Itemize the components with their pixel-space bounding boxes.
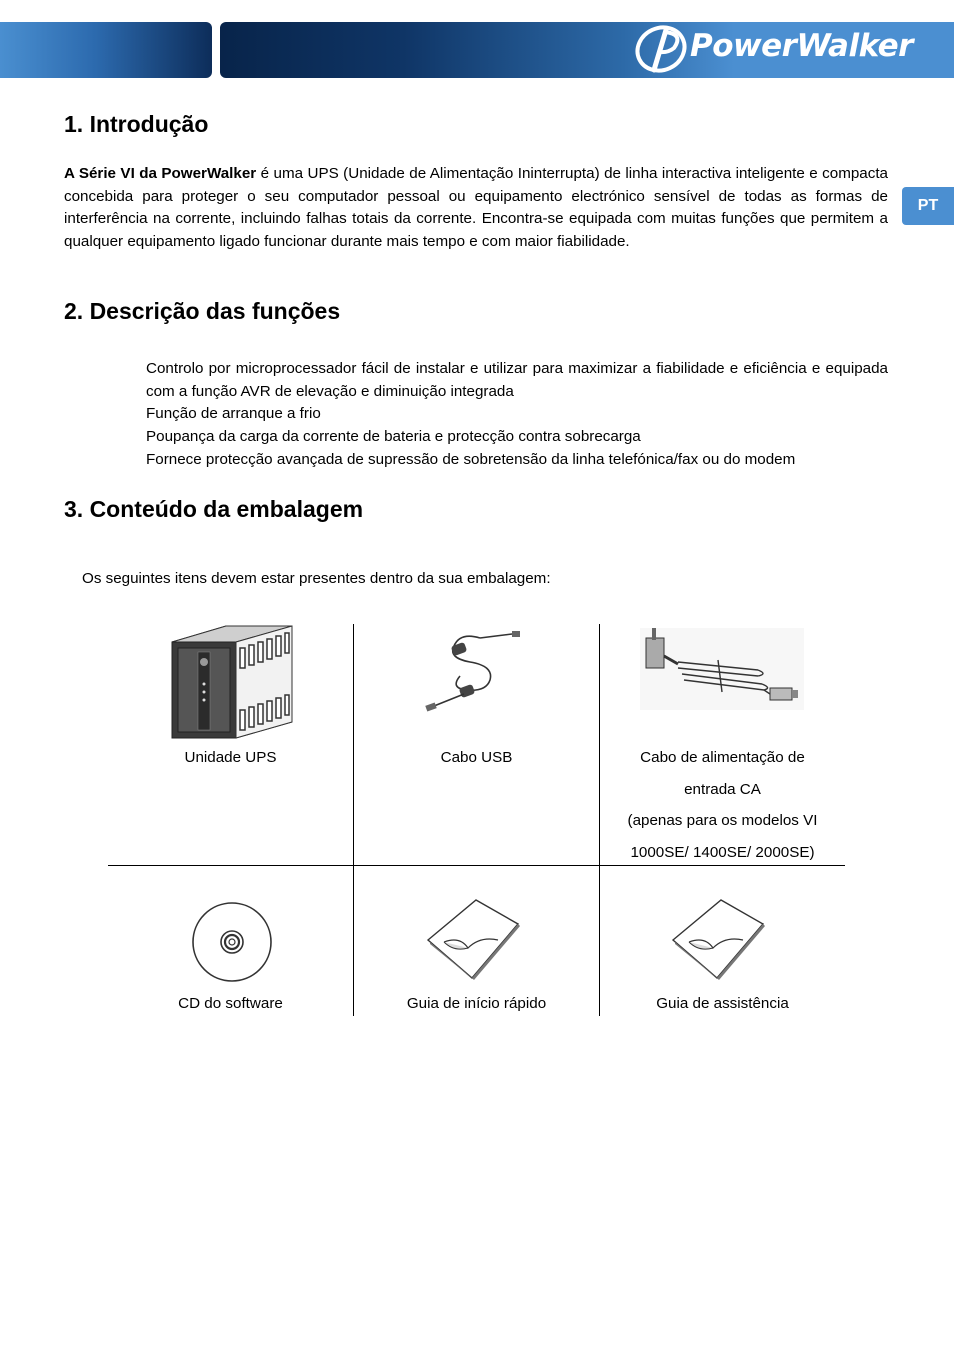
manual-icon bbox=[424, 896, 522, 982]
intro-bold-lead: A Série VI da PowerWalker bbox=[64, 165, 257, 182]
section-title-package: 3. Conteúdo da embalagem bbox=[64, 496, 364, 522]
brand-name: PowerWalker bbox=[690, 28, 913, 64]
section-title-intro: 1. Introdução bbox=[64, 111, 209, 137]
features-list bbox=[146, 358, 888, 472]
list-item: Fornece protecção avançada de supressão de sobretensão da linha telefónica/fax ou do modem bbox=[146, 450, 796, 468]
power-cable-icon bbox=[638, 626, 806, 712]
package-item-label bbox=[600, 742, 845, 869]
table-divider bbox=[353, 624, 354, 1016]
intro-text: é uma UPS (Unidade de Alimentação Ininterrupta) de linha interactiva inteligente e compacta concebida para proteger o seu computador pessoal ou equipamento electrónico sensível de todas as formas de interferência na corrente, incluindo falhas totais da corrente. Encontra-se equipada com muitas funções que permitem a qualquer equipamento ligado funcionar durante mais tempo e com maior fiabilidade. bbox=[64, 165, 888, 250]
ups-unit-icon bbox=[166, 622, 296, 740]
list-item: Controlo por microprocessador fácil de instalar e utilizar para maximizar a fiabilidade e eficiência e equipada com a função AVR de elevação e diminuição integrada bbox=[146, 360, 888, 400]
package-item-label: CD do software bbox=[178, 995, 283, 1012]
usb-cable-icon bbox=[420, 628, 524, 714]
header-banner-left bbox=[0, 22, 212, 78]
package-item-label: Cabo USB bbox=[440, 749, 513, 766]
label-line: entrada CA bbox=[684, 780, 761, 798]
label-line: Cabo de alimentação de bbox=[640, 749, 805, 766]
package-intro: Os seguintes itens devem estar presentes dentro da sua embalagem: bbox=[82, 570, 551, 587]
label-line: 1000SE/ 1400SE/ 2000SE) bbox=[630, 844, 815, 862]
cd-icon bbox=[190, 900, 274, 984]
language-tab[interactable]: PT bbox=[902, 187, 954, 225]
package-item-label: Guia de assistência bbox=[656, 995, 789, 1012]
intro-paragraph bbox=[64, 163, 888, 253]
package-item-label: Unidade UPS bbox=[184, 749, 277, 766]
manual-icon bbox=[669, 896, 767, 982]
section-title-features: 2. Descrição das funções bbox=[64, 298, 341, 324]
list-item: Função de arranque a frio bbox=[146, 405, 321, 423]
package-item-label: Guia de início rápido bbox=[406, 995, 547, 1012]
label-line: (apenas para os modelos VI bbox=[627, 812, 818, 830]
list-item: Poupança da carga da corrente de bateria e protecção contra sobrecarga bbox=[146, 428, 641, 446]
